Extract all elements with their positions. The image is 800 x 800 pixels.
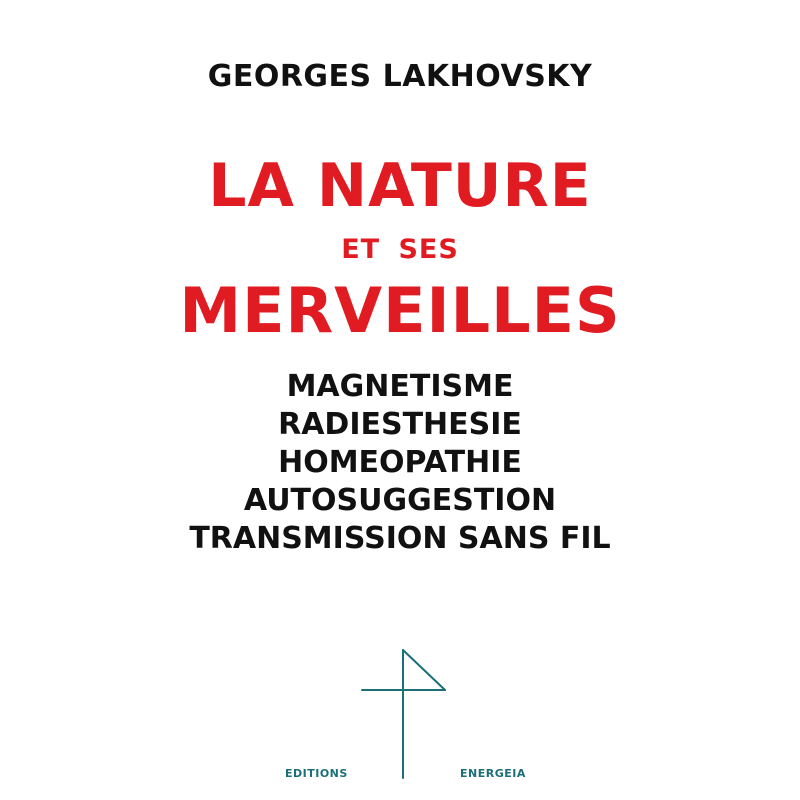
subject-item: AUTOSUGGESTION [243,483,557,518]
title-line-1: LA NATURE [208,151,592,221]
publisher-label-editions: EDITIONS [285,767,348,780]
subject-item: HOMEOPATHIE [278,445,522,480]
publisher-logo-icon [355,645,455,785]
title-line-3: MERVEILLES [179,274,621,347]
author-name: GEORGES LAKHOVSKY [207,59,593,94]
subject-item: RADIESTHESIE [278,407,522,442]
subject-item: TRANSMISSION SANS FIL [189,521,611,556]
publisher-label-energeia: ENERGEIA [460,767,526,780]
subject-list [0,368,800,558]
subject-item: MAGNETISME [286,369,514,404]
title-line-2: ET SES [341,234,459,265]
